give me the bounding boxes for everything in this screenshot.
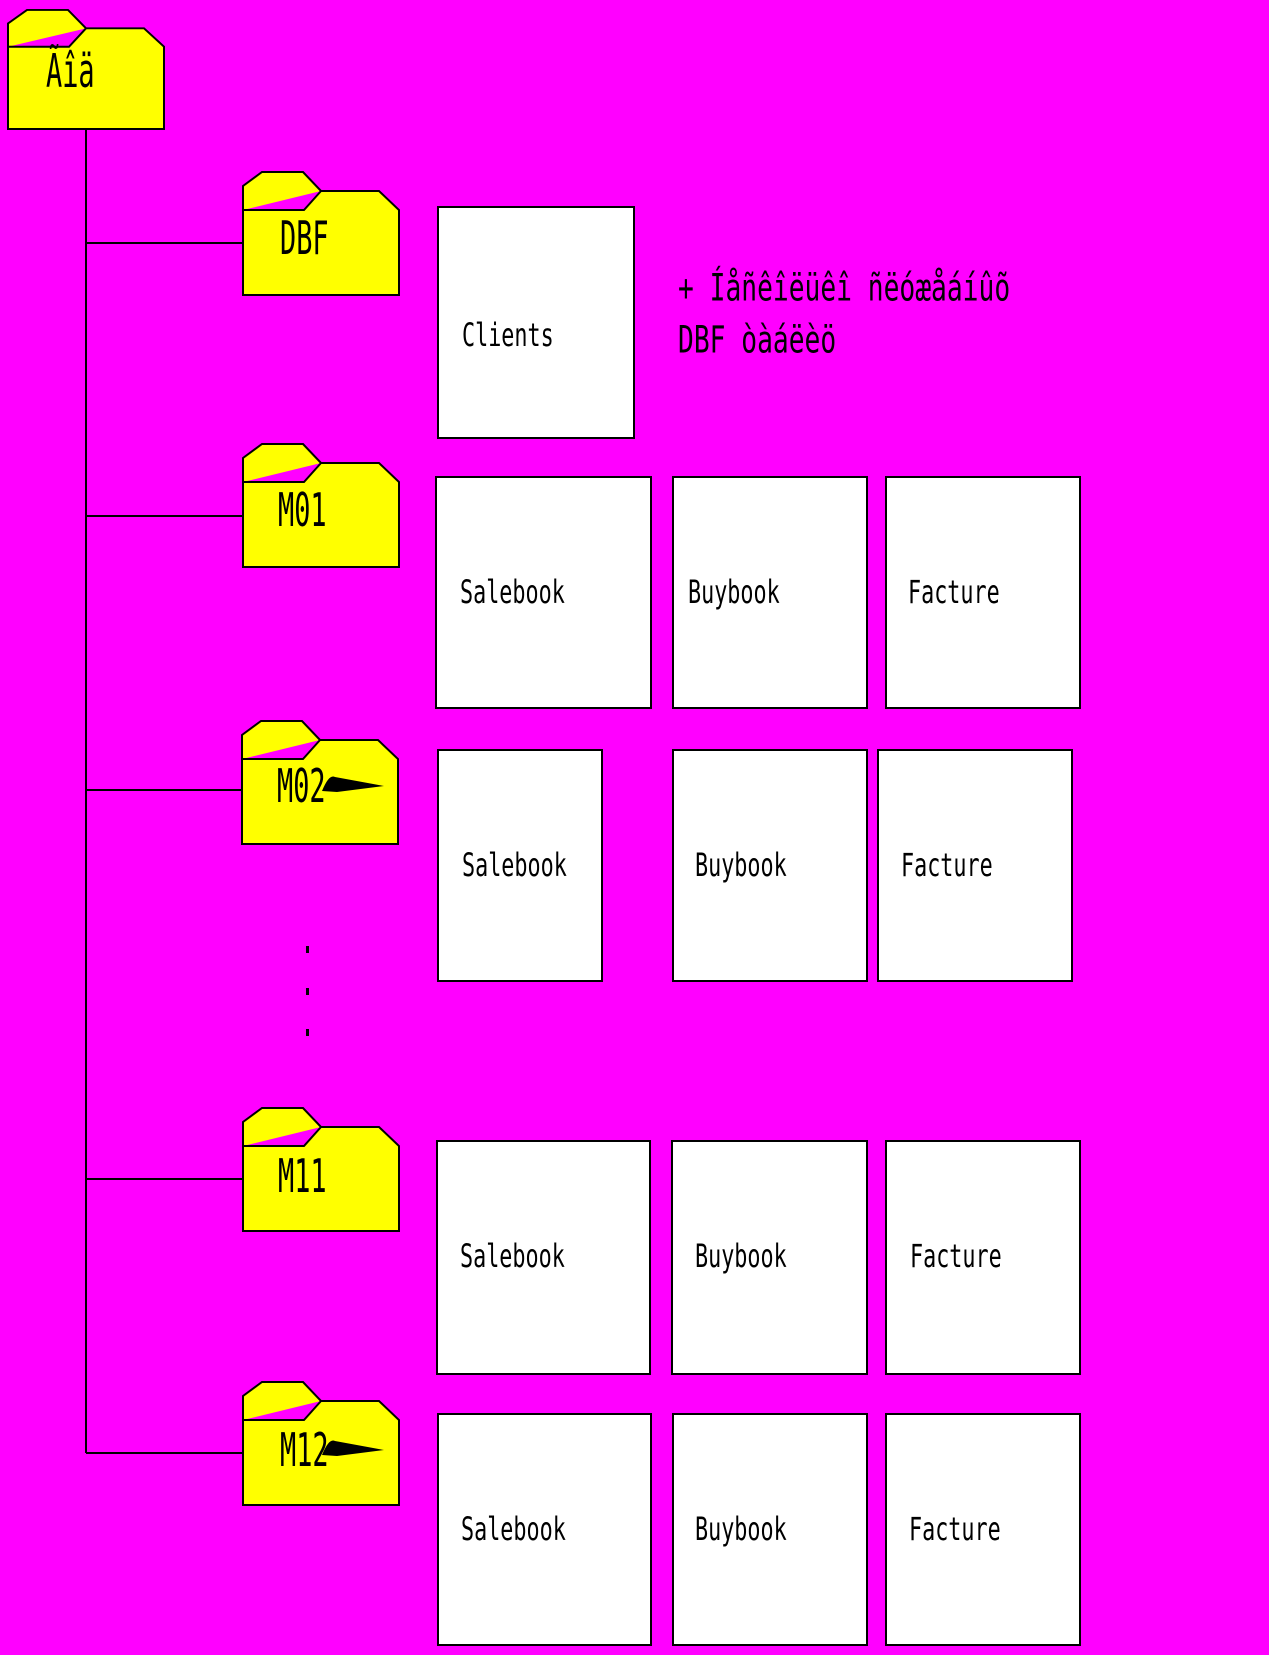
folder-m01-label: M01: [278, 483, 327, 537]
box-m12-salebook-label: Salebook: [461, 1510, 566, 1548]
swoosh-arrows: [322, 777, 384, 1456]
box-m01-facture-label: Facture: [908, 573, 1000, 611]
box-m02-buybook-label: Buybook: [695, 846, 787, 884]
tree-connector-lines: [86, 128, 243, 1453]
note-line-1: + Íåñêîëüêî ñëóæåáíûõ: [678, 266, 1011, 310]
box-m01-buybook-label: Buybook: [688, 573, 780, 611]
box-m11-facture-label: Facture: [910, 1237, 1002, 1275]
ellipsis-dot-1: [306, 946, 309, 953]
folder-icons: [8, 10, 399, 1505]
box-m02-salebook-label: Salebook: [462, 846, 567, 884]
box-m01-salebook-label: Salebook: [460, 573, 565, 611]
box-m11-salebook-label: Salebook: [460, 1237, 565, 1275]
folder-dbf-label: DBF: [280, 211, 329, 265]
folder-root-label: Ãîä: [46, 44, 95, 98]
folder-m12-label: M12: [280, 1423, 329, 1477]
folder-m11-label: M11: [278, 1149, 327, 1203]
vertical-ellipsis-icon: [306, 946, 309, 1036]
box-m12-buybook-label: Buybook: [695, 1510, 787, 1548]
box-m02-facture-label: Facture: [901, 846, 993, 884]
ellipsis-dot-3: [306, 1029, 309, 1036]
box-m12-facture-label: Facture: [909, 1510, 1001, 1548]
box-clients-label: Clients: [462, 316, 554, 354]
ellipsis-dot-2: [306, 988, 309, 995]
note-line-2: DBF òàáëèö: [678, 318, 837, 362]
folder-m02-label: M02: [277, 759, 326, 813]
box-m11-buybook-label: Buybook: [695, 1237, 787, 1275]
